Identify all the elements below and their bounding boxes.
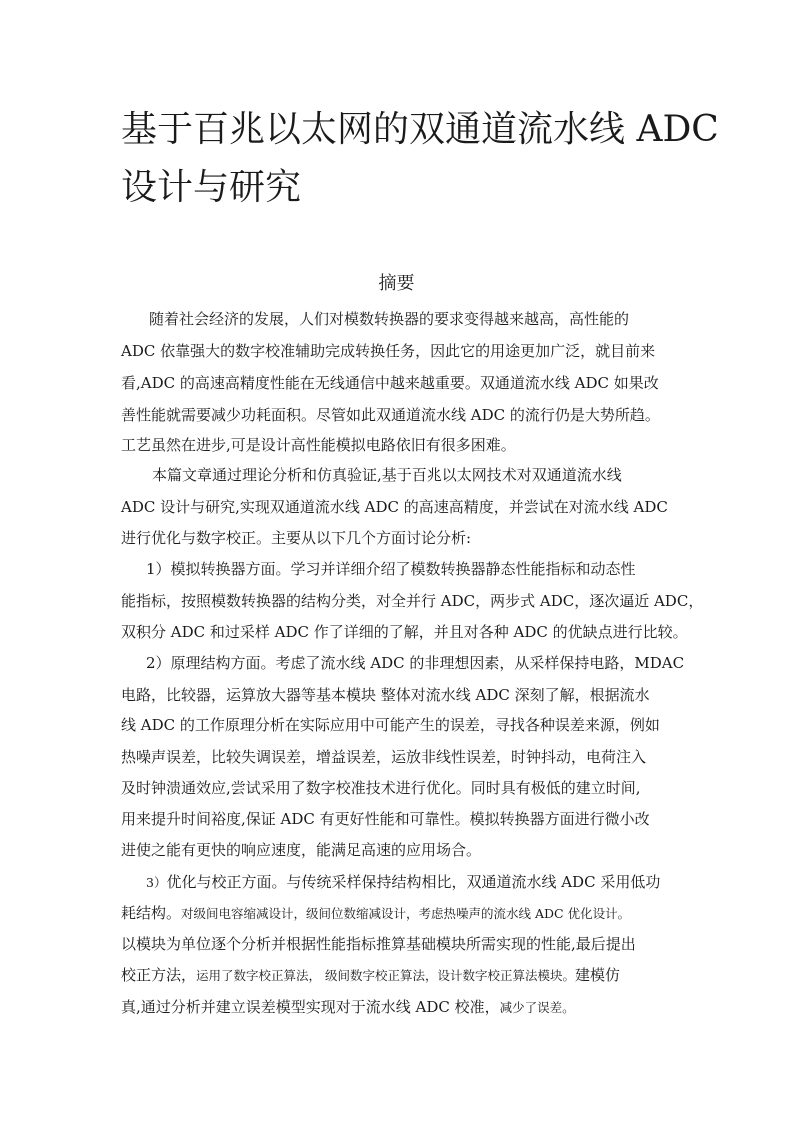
abstract-line (121, 964, 620, 986)
abstract-line: 进行优化与数字校正。主要从以下几个方面讨论分析: (121, 529, 472, 547)
abstract-line: 随着社会经济的发展，人们对模数转换器的要求变得越来越高，高性能的 (149, 310, 630, 328)
abstract-line: 热噪声误差，比较失调误差，增益误差，运放非线性误差，时钟抖动，电荷注入 (121, 748, 647, 766)
abstract-line: 用来提升时间裕度,保证 ADC 有更好性能和可靠性。模拟转换器方面进行微小改 (121, 810, 650, 828)
abstract-line: 看,ADC 的高速高精度性能在无线通信中越来越重要。双通道流水线 ADC 如果改 (121, 374, 659, 392)
abstract-line: 本篇文章通过理论分析和仿真验证,基于百兆以太网技术对双通道流水线 (152, 466, 622, 484)
abstract-text-small: 运用了数字校正算法， 级间数字校正算法，设计数字校正算法模块。 (196, 968, 575, 983)
abstract-line: 能指标，按照模数转换器的结构分类，对全并行 ADC，两步式 ADC，逐次逼近 ADC， (121, 592, 704, 610)
abstract-line (121, 902, 630, 924)
abstract-line (146, 871, 660, 893)
abstract-line: 电路，比较器，运算放大器等基本模块 整体对流水线 ADC 深刻了解，根据流水 (121, 686, 650, 704)
list-number: 3） (146, 875, 167, 890)
abstract-text: 耗结构。 (121, 904, 182, 922)
abstract-line: 进使之能有更快的响应速度，能满足高速的应用场合。 (121, 841, 482, 859)
abstract-text-small: 减少了误差。 (499, 1000, 575, 1015)
abstract-line: 双积分 ADC 和过采样 ADC 作了详细的了解，并且对各种 ADC 的优缺点进行比较。 (121, 623, 688, 641)
abstract-text-small: 对级间电容缩减设计，级间位数缩减设计，考虑热噪声的流水线 ADC 优化设计。 (181, 906, 631, 921)
abstract-text: 校正方法， (121, 966, 197, 984)
abstract-line: 线 ADC 的工作原理分析在实际应用中可能产生的误差，寻找各种误差来源，例如 (121, 716, 660, 734)
abstract-line: 以模块为单位逐个分析并根据性能指标推算基础模块所需实现的性能,最后提出 (121, 935, 636, 953)
document-title-line-1: 基于百兆以太网的双通道流水线 ADC (121, 109, 719, 150)
abstract-line: 2）原理结构方面。考虑了流水线 ADC 的非理想因素，从采样保持电路，MDAC (146, 654, 685, 672)
abstract-line: 1）模拟转换器方面。学习并详细介绍了模数转换器静态性能指标和动态性 (146, 560, 636, 578)
abstract-heading: 摘要 (378, 273, 415, 294)
abstract-line: 工艺虽然在进步,可是设计高性能模拟电路依旧有很多困难。 (121, 436, 516, 454)
abstract-line: ADC 依靠强大的数字校准辅助完成转换任务，因此它的用途更加广泛，就目前来 (121, 342, 656, 360)
abstract-text: 优化与校正方面。与传统采样保持结构相比，双通道流水线 ADC 采用低功 (166, 873, 661, 891)
abstract-line: 善性能就需要减少功耗面积。尽管如此双通道流水线 ADC 的流行仍是大势所趋。 (121, 406, 660, 424)
abstract-line: ADC 设计与研究,实现双通道流水线 ADC 的高速高精度，并尝试在对流水线 ADC (121, 498, 668, 516)
abstract-text: 真,通过分析并建立误差模型实现对于流水线 ADC 校准， (121, 998, 500, 1016)
document-title-line-2: 设计与研究 (121, 167, 302, 208)
abstract-text: 建模仿 (575, 966, 621, 984)
abstract-line: 及时钟溃通效应,尝试采用了数字校准技术进行优化。同时具有极低的建立时间, (121, 779, 641, 797)
abstract-line (121, 996, 575, 1018)
